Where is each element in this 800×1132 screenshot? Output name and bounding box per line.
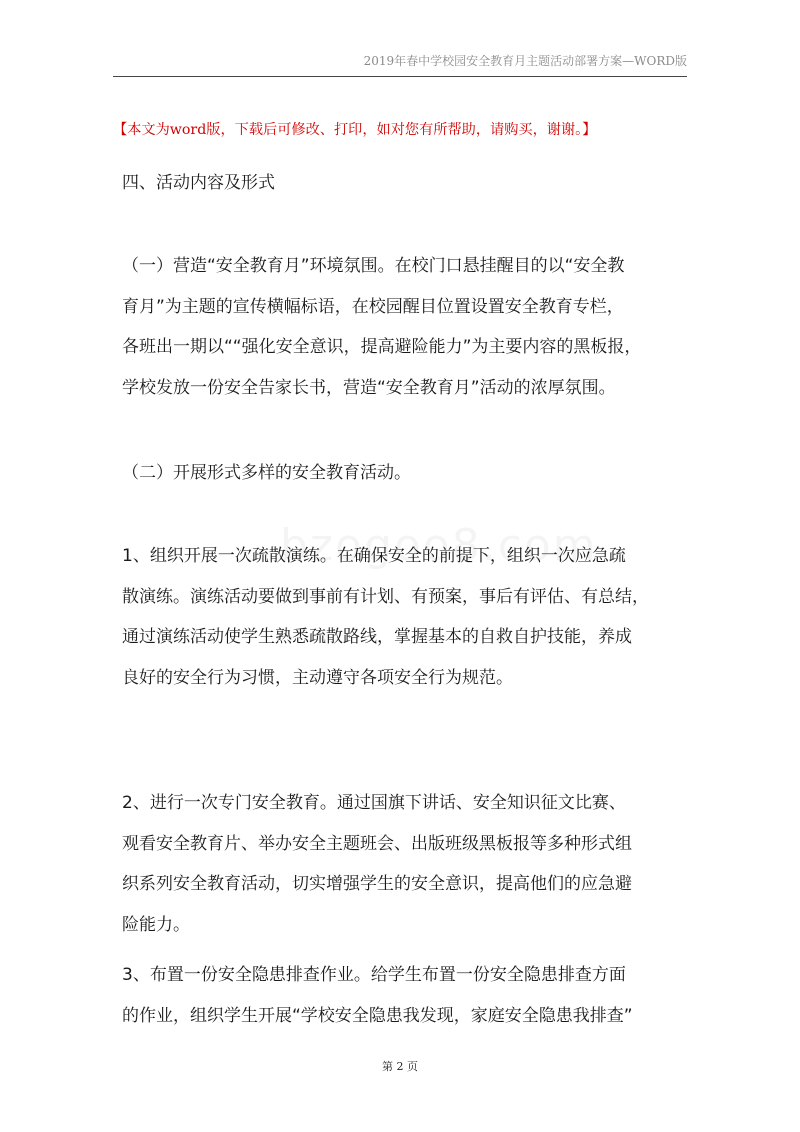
page-number: 第 2 页 (382, 1060, 418, 1073)
paragraph-line: （二）开展形式多样的安全教育活动。 (122, 463, 411, 483)
purchase-notice: 【本文为word版，下载后可修改、打印，如对您有所帮助，请购买，谢谢。】 (113, 122, 597, 138)
paragraph-line: 散演练。演练活动要做到事前有计划、有预案，事后有评估、有总结， (122, 586, 649, 607)
paragraph-line: 3、布置一份安全隐患排查作业。给学生布置一份安全隐患排查方面 (122, 965, 626, 985)
paragraph-line: （一）营造“安全教育月”环境氛围。在校门口悬挂醒目的以“安全教 (122, 256, 625, 276)
paragraph-hazard-homework (122, 955, 692, 1036)
page-header (113, 52, 687, 77)
section-heading: 四、活动内容及形式 (122, 173, 275, 193)
paragraph-line: 学校发放一份安全告家长书，营造“安全教育月”活动的浓厚氛围。 (122, 377, 616, 398)
paragraph-safety-education (122, 783, 692, 945)
paragraph-line: 各班出一期以““强化安全意识，提高避险能力”为主要内容的黑板报， (122, 337, 642, 357)
paragraph-line: 1、组织开展一次疏散演练。在确保安全的前提下，组织一次应急疏 (122, 546, 626, 566)
header-title: 2019年春中学校园安全教育月主题活动部署方案—WORD版 (363, 54, 687, 68)
paragraph-line: 险能力。 (122, 914, 190, 935)
paragraph-activities-heading (122, 453, 692, 494)
paragraph-line: 的作业，组织学生开展“学校安全隐患我发现，家庭安全隐患我排查” (122, 1005, 633, 1026)
paragraph-line: 观看安全教育片、举办安全主题班会、出版班级黑板报等多种形式组 (122, 833, 632, 854)
paragraph-line: 育月”为主题的宣传横幅标语，在校园醒目位置设置安全教育专栏， (122, 296, 624, 317)
page-footer (0, 1058, 800, 1074)
paragraph-environment (122, 246, 692, 408)
paragraph-evacuation-drill (122, 536, 692, 698)
paragraph-line: 通过演练活动使学生熟悉疏散路线，掌握基本的自救自护技能，养成 (122, 627, 632, 647)
paragraph-line: 织系列安全教育活动，切实增强学生的安全意识，提高他们的应急避 (122, 874, 632, 894)
paragraph-line: 良好的安全行为习惯，主动遵守各项安全行为规范。 (122, 667, 513, 688)
paragraph-line: 2、进行一次专门安全教育。通过国旗下讲话、安全知识征文比赛、 (122, 793, 626, 813)
